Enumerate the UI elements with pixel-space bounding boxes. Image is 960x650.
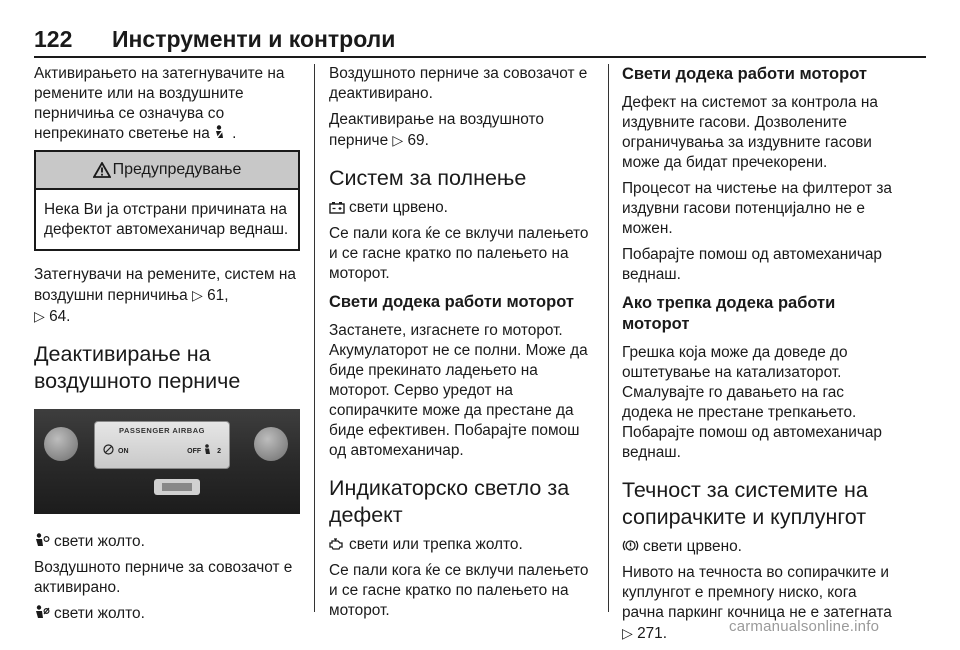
- column-1: [34, 64, 300, 630]
- off-label: OFF: [187, 448, 202, 455]
- paragraph: [329, 535, 599, 555]
- paragraph: Се пали кога ќе се вклучи палењето и се гасне кратко по палењето на моторот.: [329, 562, 589, 619]
- column-divider: [608, 64, 609, 612]
- on-label: ON: [118, 448, 129, 455]
- photo-detail: [162, 483, 192, 491]
- text: Затегнувачи на ремените, систем на воздушни перничиња: [34, 266, 296, 304]
- photo-detail: [254, 427, 288, 461]
- brake-fluid-icon: [622, 538, 639, 553]
- page-number: 122: [34, 26, 73, 52]
- paragraph: Процесот на чистење на филтерот за издувни гасови потенцијално не е можен.: [622, 180, 892, 237]
- text: .: [232, 125, 237, 142]
- page-ref: 69.: [407, 132, 429, 149]
- page-ref: 61,: [207, 287, 229, 304]
- warning-header: [36, 152, 298, 190]
- battery-icon: [329, 201, 345, 214]
- page-ref-icon: ▷: [192, 287, 203, 303]
- paragraph: Се пали кога ќе се вклучи палењето и се гасне кратко по палењето на моторот.: [329, 225, 589, 282]
- seatbelt-warning-icon: [214, 125, 228, 140]
- text: Нивото на течноста во сопирачките и куплунгот е премногу ниско, кога рачна паркинг кочница не е затегната: [622, 564, 892, 621]
- paragraph: Дефект на системот за контрола на издувните гасови. Дозволените ограничувања за издувните гасови може да бидат пречекорени.: [622, 94, 878, 171]
- paragraph: [329, 110, 599, 151]
- text: Деактивирање на воздушното перниче: [329, 111, 544, 149]
- warning-triangle-icon: [93, 162, 111, 178]
- paragraph: [34, 265, 300, 327]
- page-ref-icon: ▷: [34, 308, 45, 324]
- warning-body: Нека Ви ја отстрани причината на дефектот автомеханичар веднаш.: [44, 201, 289, 238]
- warning-title: Предупредување: [112, 161, 242, 178]
- paragraph: Грешка која може да доведе до оштетување на катализаторот. Смалувајте го давањето на гас додека не престане трепкањето. Побарајте помош од автомеханичар веднаш.: [622, 344, 882, 461]
- subsection-heading: Ако трепка додека работи моторот: [622, 294, 836, 333]
- watermark: carmanualsonline.info: [729, 618, 880, 635]
- section-heading: Систем за полнење: [329, 166, 527, 190]
- paragraph: [329, 198, 599, 218]
- airbag-on-indicator: [103, 444, 129, 455]
- paragraph: Воздушното перниче за совозачот е активирано.: [34, 559, 293, 596]
- subsection-heading: Свети додека работи моторот: [622, 65, 867, 83]
- subsection-heading: Свети додека работи моторот: [329, 293, 574, 311]
- paragraph: [34, 64, 300, 144]
- panel-label: PASSENGER AIRBAG: [119, 426, 205, 435]
- photo-detail: [44, 427, 78, 461]
- passenger-airbag-panel: [94, 421, 230, 469]
- text: свети црвено.: [643, 538, 742, 555]
- airbag-icon: [103, 444, 114, 455]
- page-ref: 271.: [637, 625, 668, 642]
- paragraph: [34, 532, 300, 552]
- airbag-panel-photo: [34, 409, 300, 514]
- section-heading: Деактивирање на воздушното перниче: [34, 342, 241, 393]
- column-2: [329, 64, 599, 627]
- text: свети или трепка жолто.: [349, 536, 523, 553]
- airbag-off-indicator: [187, 444, 221, 455]
- paragraph: Застанете, изгаснете го моторот. Акумулаторот не се полни. Може да биде прекинато ладењето на моторот. Серво уредот на сопирачките може да престане да биде ефективен. Побарајте помош од автомеханичар.: [329, 322, 588, 459]
- seat-airbag-icon: [203, 444, 213, 455]
- text: свети жолто.: [54, 605, 145, 622]
- page-title: Инструменти и контроли: [112, 26, 396, 52]
- paragraph: [622, 537, 892, 557]
- page-ref-icon: ▷: [622, 625, 633, 641]
- engine-icon: [329, 538, 345, 551]
- column-3: [622, 64, 892, 650]
- paragraph: Побарајте помош од автомеханичар веднаш.: [622, 246, 882, 283]
- section-heading: Индикаторско светло за дефект: [329, 476, 570, 527]
- seat-number: 2: [217, 448, 221, 455]
- paragraph: [34, 604, 300, 624]
- page-ref-icon: ▷: [392, 132, 404, 148]
- airbag-on-icon: [34, 533, 50, 548]
- column-divider: [314, 64, 315, 612]
- page-ref: 64.: [49, 308, 71, 325]
- paragraph: Воздушното перниче за совозачот е деактивирано.: [329, 65, 588, 102]
- text: Активирањето на затегнувачите на ремените или на воздушните перничиња се означува со непрекинато светење на: [34, 65, 285, 142]
- warning-box: [34, 150, 300, 251]
- page-header: [0, 0, 960, 60]
- text: свети жолто.: [54, 533, 145, 550]
- section-heading: Течност за системите на сопирачките и куплунгот: [622, 478, 868, 529]
- panel-indicators: [103, 444, 221, 455]
- airbag-off-icon: [34, 605, 50, 620]
- header-rule: [34, 56, 926, 58]
- text: свети црвено.: [349, 199, 448, 216]
